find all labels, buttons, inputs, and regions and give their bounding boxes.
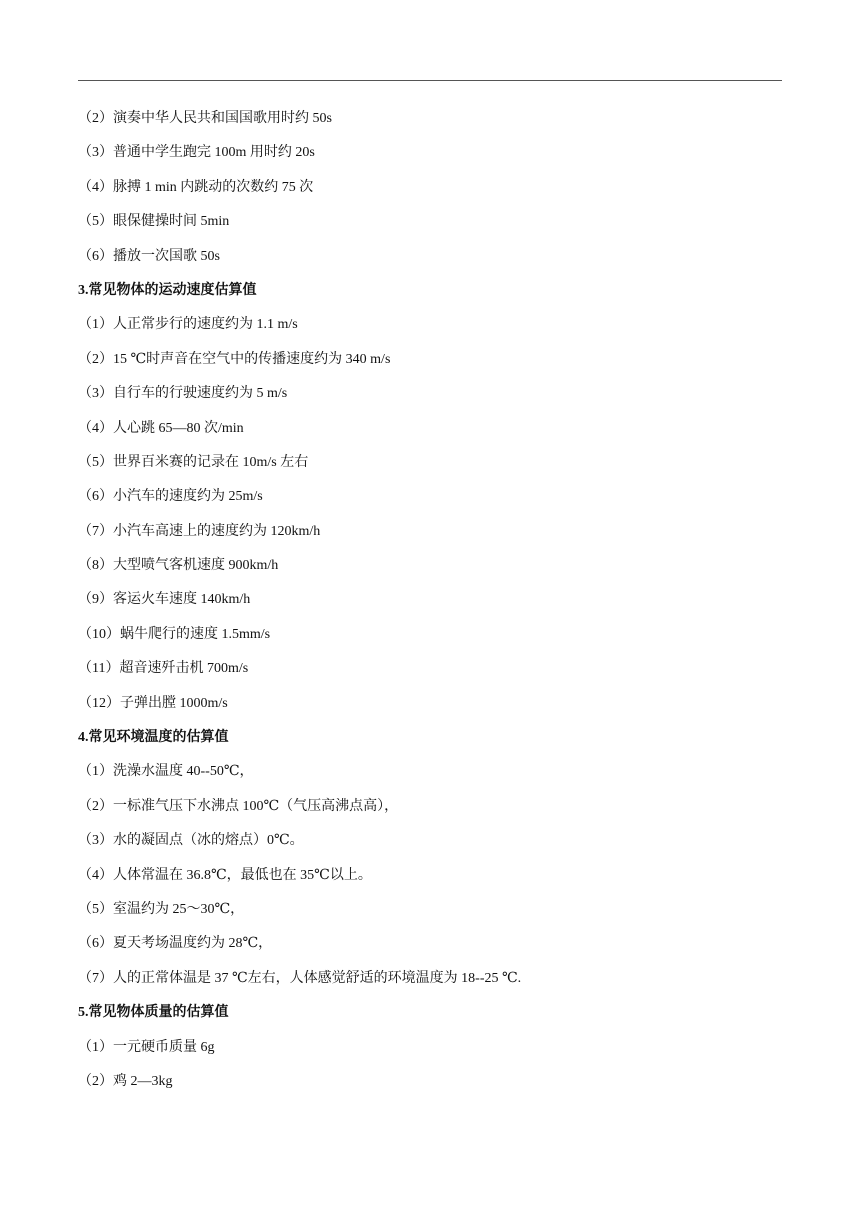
list-item: （5）室温约为 25～30℃，: [78, 901, 245, 917]
list-item: （4）脉搏 1 min 内跳动的次数约 75 次: [78, 179, 314, 195]
list-item: （1）洗澡水温度 40--50℃，: [78, 764, 254, 780]
list-item: （4）人心跳 65—80 次/min: [78, 420, 244, 436]
list-item: （11）超音速歼击机 700m/s: [78, 661, 249, 677]
list-item: （8）大型喷气客机速度 900km/h: [78, 558, 279, 574]
list-item: （1）人正常步行的速度约为 1.1 m/s: [78, 317, 298, 333]
list-item: （7）小汽车高速上的速度约为 120km/h: [78, 523, 321, 539]
list-item: （6）播放一次国歌 50s: [78, 248, 220, 264]
list-item: （2）15 ℃时声音在空气中的传播速度约为 340 m/s: [78, 351, 391, 367]
list-item: （2）鸡 2—3kg: [78, 1073, 173, 1089]
list-item: （3）水的凝固点（冰的熔点）0℃。: [78, 833, 304, 849]
section-heading: 4.常见环境温度的估算值: [78, 730, 229, 746]
header-rule: [78, 80, 782, 81]
list-item: （3）普通中学生跑完 100m 用时约 20s: [78, 145, 315, 161]
list-item: （5）眼保健操时间 5min: [78, 214, 230, 230]
list-item: （2）一标准气压下水沸点 100℃（气压高沸点高），: [78, 798, 399, 814]
section-heading: 5.常见物体质量的估算值: [78, 1005, 229, 1021]
list-item: （1）一元硬币质量 6g: [78, 1039, 215, 1055]
list-item: （10）蜗牛爬行的速度 1.5mm/s: [78, 626, 271, 642]
list-item: （5）世界百米赛的记录在 10m/s 左右: [78, 454, 309, 470]
section-heading: 3.常见物体的运动速度估算值: [78, 282, 257, 298]
list-item: （6）夏天考场温度约为 28℃，: [78, 936, 273, 952]
list-item: （4）人体常温在 36.8℃，最低也在 35℃以上。: [78, 867, 372, 883]
list-item: （3）自行车的行驶速度约为 5 m/s: [78, 386, 288, 402]
list-item: （2）演奏中华人民共和国国歌用时约 50s: [78, 111, 332, 126]
list-item: （12）子弹出膛 1000m/s: [78, 695, 228, 711]
list-item: （9）客运火车速度 140km/h: [78, 592, 251, 608]
document-body: [78, 102, 782, 1099]
list-item: （7）人的正常体温是 37 ℃左右，人体感觉舒适的环境温度为 18--25 ℃.: [78, 970, 522, 986]
list-item: （6）小汽车的速度约为 25m/s: [78, 489, 263, 505]
